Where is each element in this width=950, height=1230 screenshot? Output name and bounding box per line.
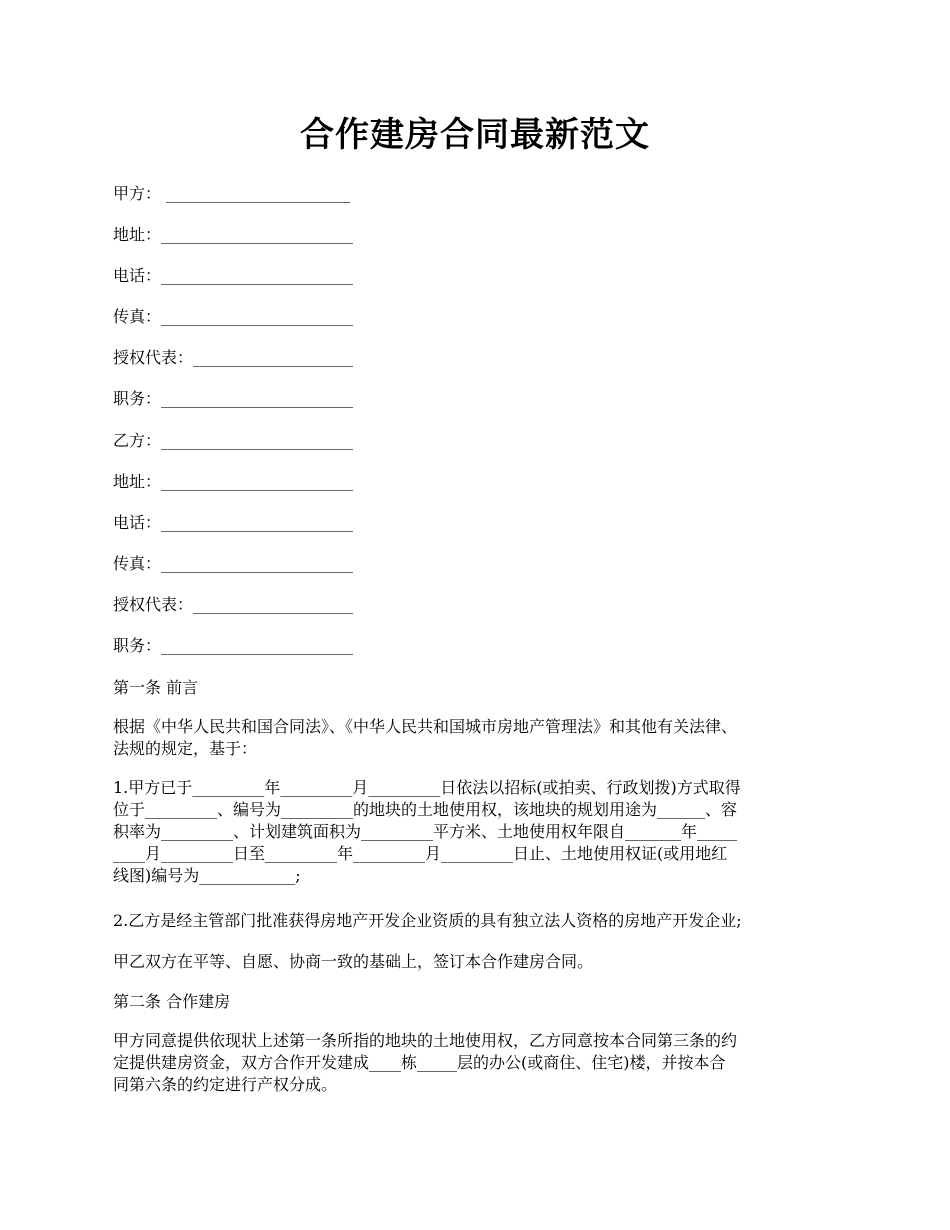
clause-1-line: 线图)编号为____________; bbox=[113, 866, 301, 885]
clause-1-paragraph bbox=[113, 777, 841, 887]
article-1-heading: 第一条 前言 bbox=[113, 678, 199, 697]
clause-2-paragraph: 2.乙方是经主管部门批准获得房地产开发企业资质的具有独立法人资格的房地产开发企业; bbox=[113, 911, 742, 930]
document-title: 合作建房合同最新范文 bbox=[300, 115, 650, 155]
party-a-position-field: 职务：________________________ bbox=[113, 389, 354, 408]
party-b-name-field: 乙方：________________________ bbox=[113, 431, 354, 450]
article-2-paragraph bbox=[113, 1030, 841, 1096]
party-b-address-field: 地址：________________________ bbox=[113, 472, 354, 491]
preamble-line: 法规的规定，基于： bbox=[113, 739, 258, 758]
party-a-fax-field: 传真：________________________ bbox=[113, 307, 354, 326]
party-a-address-field: 地址：________________________ bbox=[113, 225, 354, 244]
agreement-paragraph: 甲乙双方在平等、自愿、协商一致的基础上，签订本合作建房合同。 bbox=[113, 952, 594, 971]
clause-1-line: ____月_________日至_________年_________月_________日止、土地使用权证(或用地红 bbox=[113, 844, 728, 863]
article-2-line: 甲方同意提供依现状上述第一条所指的地块的土地使用权，乙方同意按本合同第三条的约 bbox=[113, 1031, 738, 1050]
party-b-phone-field: 电话：________________________ bbox=[113, 513, 354, 532]
party-a-name-field: 甲方： _______________________ bbox=[113, 184, 351, 203]
clause-1-line: 积率为_________、计划建筑面积为_________平方米、土地使用权年限自_______年_____ bbox=[113, 822, 738, 841]
article-2-line: 同第六条的约定进行产权分成。 bbox=[113, 1075, 338, 1094]
party-b-representative-field: 授权代表：____________________ bbox=[113, 595, 354, 614]
preamble-paragraph bbox=[113, 716, 841, 760]
party-b-position-field: 职务：________________________ bbox=[113, 636, 354, 655]
clause-1-line: 位于_________、编号为_________的地块的土地使用权，该地块的规划用途为______、容 bbox=[113, 800, 738, 819]
preamble-line: 根据《中华人民共和国合同法》、《中华人民共和国城市房地产管理法》和其他有关法律、 bbox=[113, 717, 738, 736]
article-2-heading: 第二条 合作建房 bbox=[113, 992, 231, 1011]
article-2-line: 定提供建房资金，双方合作开发建成____栋_____层的办公(或商住、住宅)楼，并按本合 bbox=[113, 1053, 726, 1072]
party-b-fax-field: 传真：________________________ bbox=[113, 554, 354, 573]
clause-1-line: 1.甲方已于_________年_________月_________日依法以招标(或拍卖、行政划拨)方式取得 bbox=[113, 778, 741, 797]
party-a-representative-field: 授权代表：____________________ bbox=[113, 348, 354, 367]
party-a-phone-field: 电话：________________________ bbox=[113, 266, 354, 285]
